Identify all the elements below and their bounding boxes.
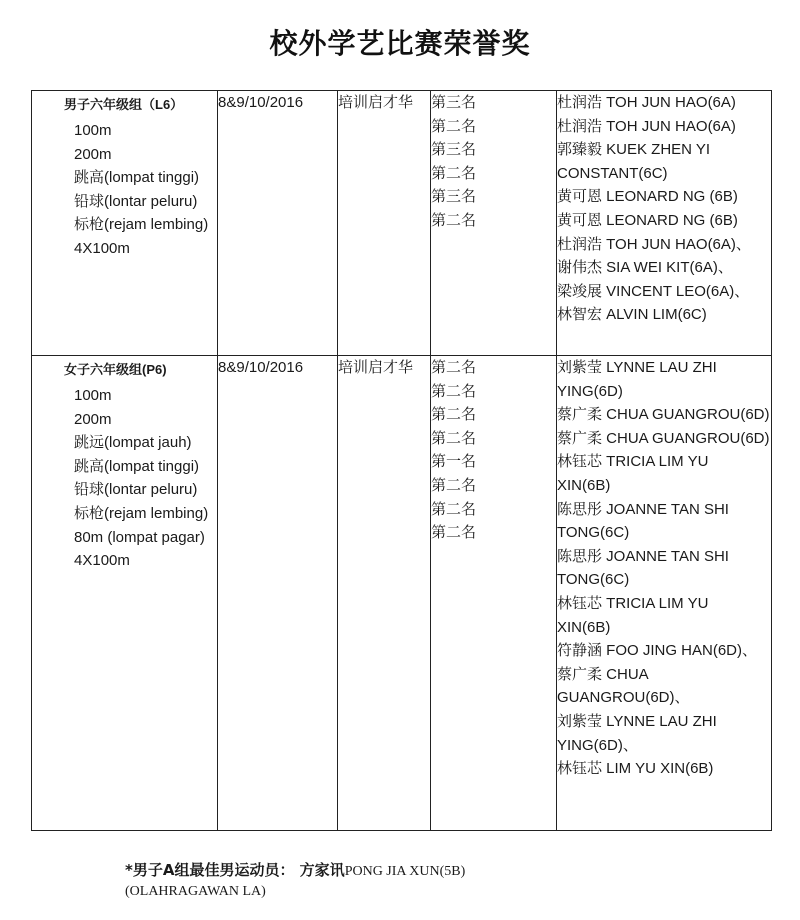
date-cell: 8&9/10/2016: [218, 91, 338, 356]
winner-item: 林钰芯 TRICIA LIM YU: [557, 453, 709, 471]
place-item: 第二名: [431, 499, 477, 518]
event-item: 跳远(lompat jauh): [74, 434, 192, 452]
winner-item: 黄可恩 LEONARD NG (6B): [557, 188, 738, 206]
group-row: [32, 91, 772, 356]
events-cell: [32, 91, 218, 356]
event-item: 80m (lompat pagar): [74, 528, 205, 546]
place-item: 第一名: [431, 452, 477, 471]
place-item: 第二名: [431, 428, 477, 447]
footnote-label: *男子A组最佳男运动员： 方家讯: [125, 861, 345, 879]
winner-item: 林钰芯 LIM YU XIN(6B): [557, 760, 714, 778]
winner-item: 蔡广柔 CHUA GUANGROU(6D): [557, 406, 770, 424]
group-header: 男子六年级组（L6）: [64, 97, 184, 112]
training-cell: 培训启才华: [338, 91, 431, 356]
event-list: [32, 114, 217, 261]
places-cell: [431, 91, 557, 356]
place-item: 第二名: [431, 405, 477, 424]
training-cell: 培训启才华: [338, 356, 431, 831]
event-item: 跳高(lompat tinggi): [74, 169, 200, 187]
event-item: 100m: [74, 122, 112, 139]
winner-item: YING(6D): [557, 382, 623, 400]
winner-item: 符静涵 FOO JING HAN(6D)、: [557, 642, 758, 660]
winner-item: 蔡广柔 CHUA: [557, 665, 649, 683]
winner-item: XIN(6B): [557, 476, 611, 494]
place-item: 第二名: [431, 381, 477, 400]
winner-item: 杜润浩 TOH JUN HAO(6A)、: [557, 235, 751, 253]
event-item: 4X100m: [74, 552, 130, 570]
group-header: 女子六年级组(P6): [64, 362, 167, 377]
event-item: 铅球(lontar peluru): [74, 192, 198, 210]
winner-item: 郭臻毅 KUEK ZHEN YI: [557, 141, 711, 159]
group-row: [32, 356, 772, 831]
winner-item: YING(6D)、: [557, 736, 638, 754]
date-cell: 8&9/10/2016: [218, 356, 338, 831]
footnote-subtitle: (OLAHRAGAWAN LA): [125, 884, 266, 899]
place-item: 第二名: [431, 475, 477, 494]
event-item: 跳高(lompat tinggi): [74, 457, 200, 475]
place-item: 第二名: [431, 116, 477, 135]
winner-item: TONG(6C): [557, 524, 630, 542]
event-item: 标枪(rejam lembing): [74, 504, 209, 522]
event-item: 铅球(lontar peluru): [74, 481, 198, 499]
place-item: 第三名: [431, 93, 477, 111]
winner-item: 梁竣展 VINCENT LEO(6A)、: [557, 282, 750, 300]
event-list: [32, 379, 217, 573]
winner-item: 刘紫莹 LYNNE LAU ZHI: [557, 359, 717, 376]
event-item: 标枪(rejam lembing): [74, 216, 209, 234]
winner-item: 林智宏 ALVIN LIM(6C): [557, 306, 707, 324]
footnote-name: PONG JIA XUN(5B): [344, 864, 466, 879]
winner-item: 陈思彤 JOANNE TAN SHI: [557, 547, 729, 565]
event-item: 4X100m: [74, 239, 130, 257]
place-item: 第三名: [431, 140, 477, 159]
event-item: 200m: [74, 410, 112, 428]
place-item: 第二名: [431, 210, 477, 229]
winners-cell: [557, 356, 772, 831]
winners-cell: [557, 91, 772, 356]
place-item: 第二名: [431, 358, 477, 376]
winner-item: 陈思彤 JOANNE TAN SHI: [557, 500, 729, 518]
awards-table-body: [32, 91, 772, 831]
event-item: 100m: [74, 387, 112, 404]
winner-item: 杜润浩 TOH JUN HAO(6A): [557, 94, 736, 111]
page-title: 校外学艺比赛荣誉奖: [269, 27, 531, 60]
event-item: 200m: [74, 145, 112, 163]
winner-item: TONG(6C): [557, 571, 630, 589]
winner-item: CONSTANT(6C): [557, 164, 668, 182]
places-cell: [431, 356, 557, 831]
place-item: 第二名: [431, 523, 477, 542]
awards-table: [31, 90, 772, 831]
winner-item: 蔡广柔 CHUA GUANGROU(6D): [557, 429, 770, 447]
winner-item: 黄可恩 LEONARD NG (6B): [557, 211, 738, 229]
place-item: 第三名: [431, 187, 477, 206]
events-cell: [32, 356, 218, 831]
winner-item: 杜润浩 TOH JUN HAO(6A): [557, 117, 736, 135]
winner-item: GUANGROU(6D)、: [557, 689, 690, 707]
place-item: 第二名: [431, 163, 477, 182]
footnote: [125, 860, 465, 902]
winner-item: XIN(6B): [557, 618, 611, 636]
winner-item: 刘紫莹 LYNNE LAU ZHI: [557, 712, 717, 730]
winner-item: 谢伟杰 SIA WEI KIT(6A)、: [557, 259, 733, 277]
winner-item: 林钰芯 TRICIA LIM YU: [557, 594, 709, 612]
